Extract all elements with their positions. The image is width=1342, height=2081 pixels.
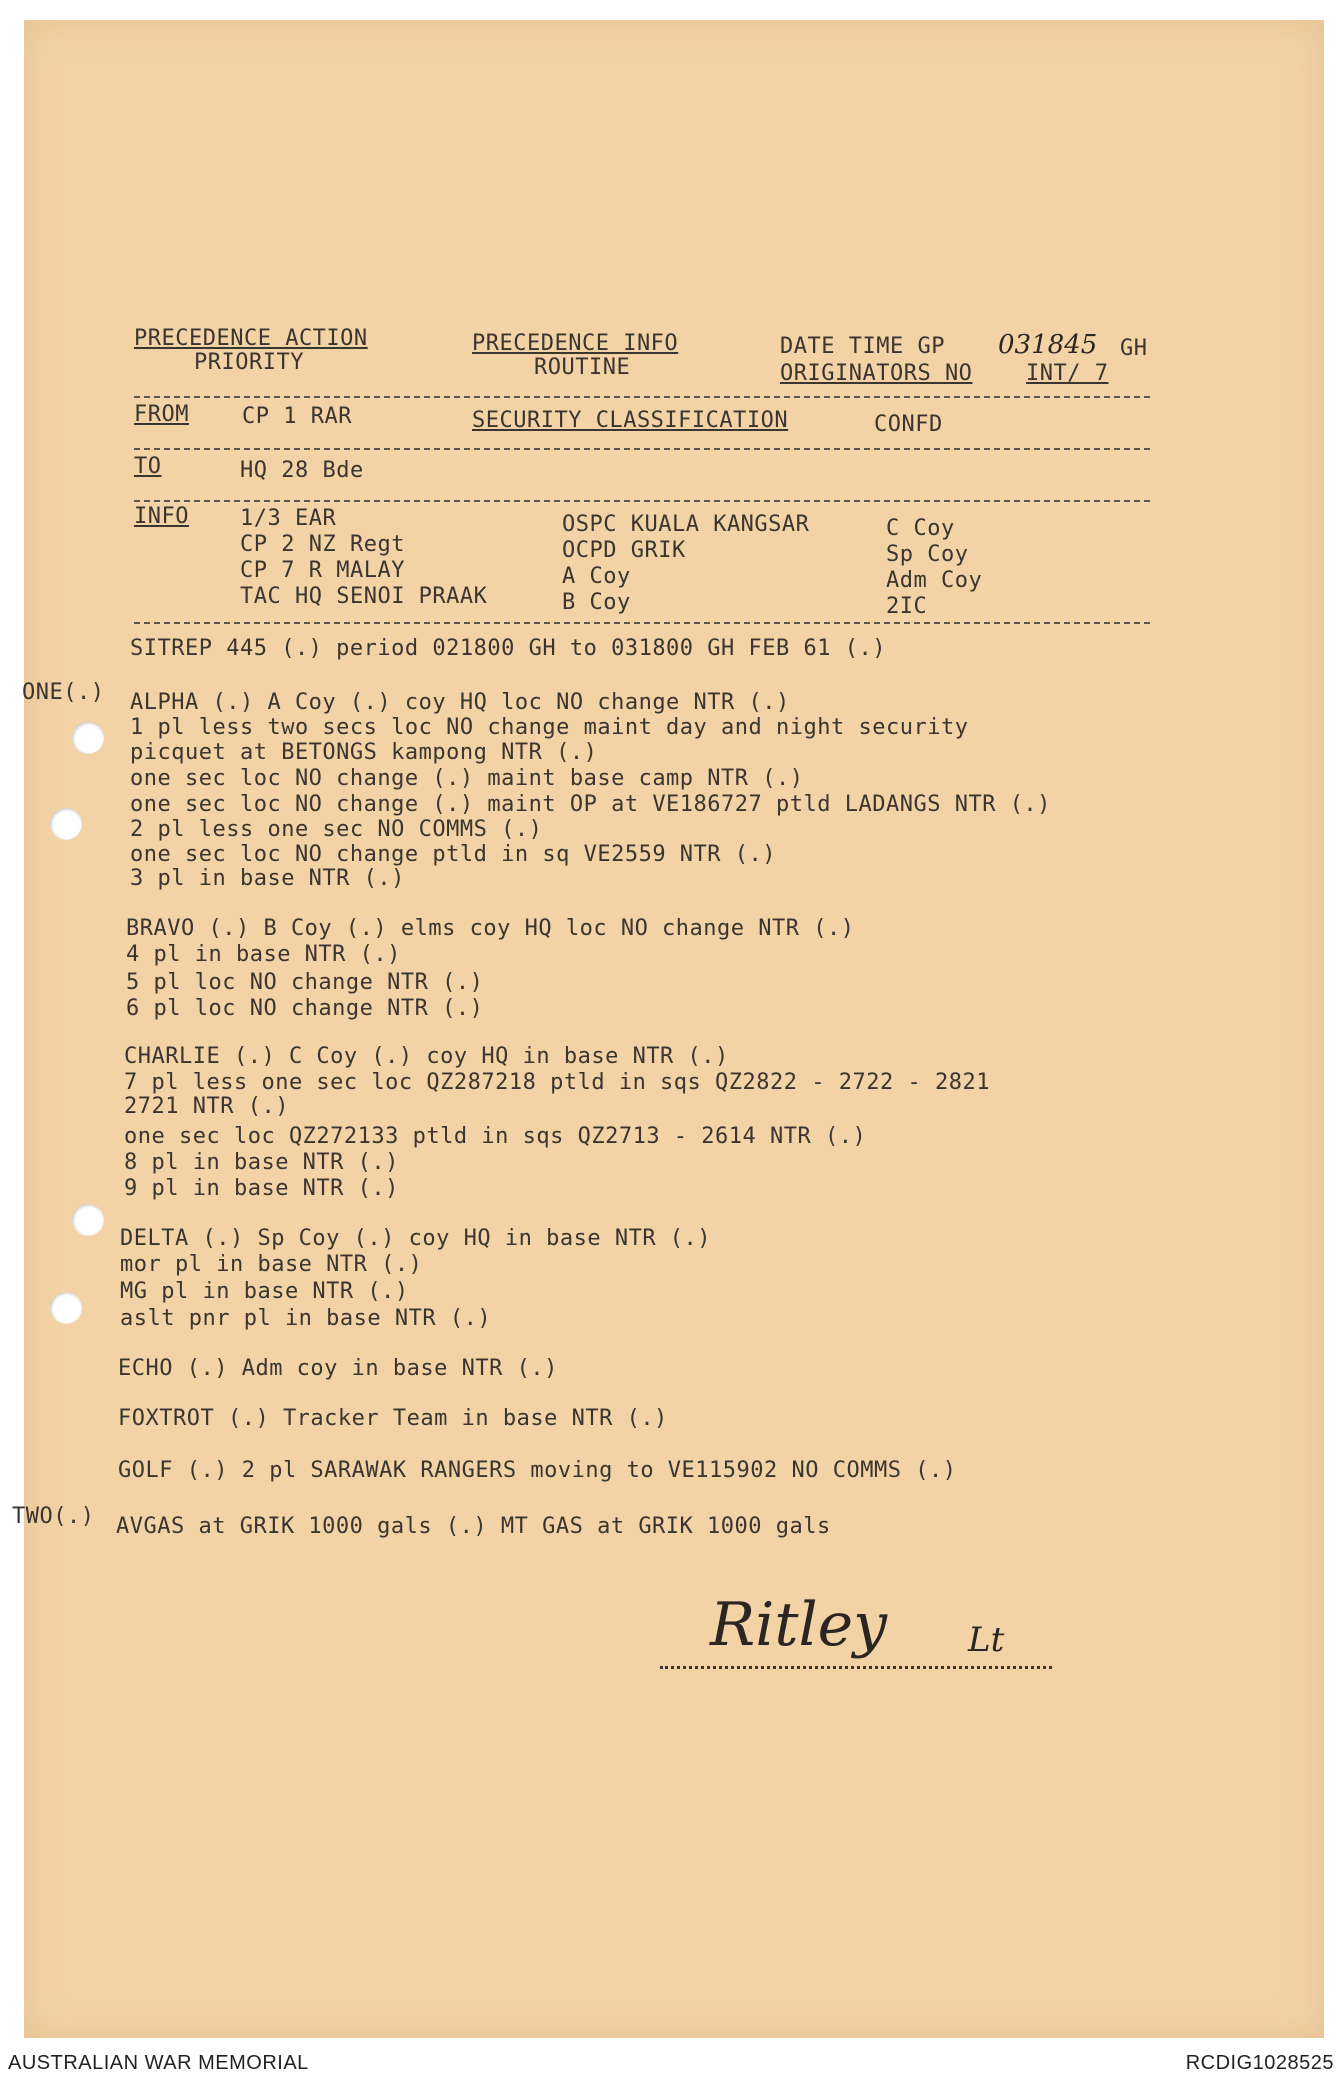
paragraph-two-marker: TWO(.) <box>12 1504 95 1529</box>
signature-dotted-line <box>660 1666 1052 1669</box>
alpha-line: 3 pl in base NTR (.) <box>130 866 405 891</box>
footer-record-id: RCDIG1028525 <box>1185 2052 1334 2074</box>
info-addressee: OSPC KUALA KANGSAR <box>562 512 810 537</box>
precedence-info-value: ROUTINE <box>534 355 631 380</box>
bravo-line: 4 pl in base NTR (.) <box>126 942 401 967</box>
punch-hole <box>72 1204 104 1236</box>
to-value: HQ 28 Bde <box>240 458 364 483</box>
bravo-line: 6 pl loc NO change NTR (.) <box>126 996 484 1021</box>
charlie-line: 2721 NTR (.) <box>124 1094 289 1119</box>
info-addressee: CP 2 NZ Regt <box>240 532 405 557</box>
two-line: AVGAS at GRIK 1000 gals (.) MT GAS at GRIK 1000 gals <box>116 1514 831 1539</box>
document-sheet <box>24 20 1324 2038</box>
divider <box>134 622 1150 624</box>
alpha-line: 1 pl less two secs loc NO change maint day and night security <box>130 715 969 740</box>
punch-hole <box>72 722 104 754</box>
alpha-line: one sec loc NO change ptld in sq VE2559 NTR (.) <box>130 842 777 867</box>
paragraph-one-marker: ONE(.) <box>22 680 105 705</box>
alpha-line: ALPHA (.) A Coy (.) coy HQ loc NO change NTR (.) <box>130 690 790 715</box>
from-value: CP 1 RAR <box>242 404 352 429</box>
precedence-info-label: PRECEDENCE INFO <box>472 331 679 356</box>
signature-rank: Lt <box>968 1620 1005 1660</box>
info-label: INFO <box>134 504 189 529</box>
info-addressee: Adm Coy <box>886 568 983 593</box>
date-time-gp-value: 031845 <box>998 330 1098 360</box>
security-classification-label: SECURITY CLASSIFICATION <box>472 408 789 433</box>
date-time-gp-label: DATE TIME GP <box>780 334 945 359</box>
echo-line: ECHO (.) Adm coy in base NTR (.) <box>118 1356 558 1381</box>
delta-line: MG pl in base NTR (.) <box>120 1279 409 1304</box>
footer-archive-name: AUSTRALIAN WAR MEMORIAL <box>8 2052 309 2074</box>
info-addressee: OCPD GRIK <box>562 538 686 563</box>
punch-hole <box>50 808 82 840</box>
bravo-line: 5 pl loc NO change NTR (.) <box>126 970 484 995</box>
alpha-line: picquet at BETONGS kampong NTR (.) <box>130 740 598 765</box>
date-time-gp-zone: GH <box>1120 336 1148 361</box>
divider <box>134 448 1150 450</box>
info-addressee: 1/3 EAR <box>240 506 337 531</box>
delta-line: DELTA (.) Sp Coy (.) coy HQ in base NTR (.) <box>120 1226 712 1251</box>
bravo-line: BRAVO (.) B Coy (.) elms coy HQ loc NO change NTR (.) <box>126 916 855 941</box>
precedence-action-value: PRIORITY <box>194 350 304 375</box>
charlie-line: CHARLIE (.) C Coy (.) coy HQ in base NTR (.) <box>124 1044 729 1069</box>
precedence-action-label: PRECEDENCE ACTION <box>134 326 368 351</box>
alpha-line: 2 pl less one sec NO COMMS (.) <box>130 817 543 842</box>
from-label: FROM <box>134 402 189 427</box>
charlie-line: 9 pl in base NTR (.) <box>124 1176 399 1201</box>
originators-no-label: ORIGINATORS NO <box>780 361 973 386</box>
alpha-line: one sec loc NO change (.) maint base camp NTR (.) <box>130 766 804 791</box>
delta-line: mor pl in base NTR (.) <box>120 1252 423 1277</box>
info-addressee: 2IC <box>886 594 928 619</box>
originators-no-value: INT/ 7 <box>1026 361 1109 386</box>
sitrep-line: SITREP 445 (.) period 021800 GH to 031800 GH FEB 61 (.) <box>130 636 886 661</box>
charlie-line: 7 pl less one sec loc QZ287218 ptld in sqs QZ2822 - 2722 - 2821 <box>124 1070 990 1095</box>
delta-line: aslt pnr pl in base NTR (.) <box>120 1306 492 1331</box>
info-addressee: CP 7 R MALAY <box>240 558 405 583</box>
divider <box>134 396 1150 398</box>
to-label: TO <box>134 454 162 479</box>
info-addressee: Sp Coy <box>886 542 969 567</box>
info-addressee: TAC HQ SENOI PRAAK <box>240 584 488 609</box>
golf-line: GOLF (.) 2 pl SARAWAK RANGERS moving to VE115902 NO COMMS (.) <box>118 1458 957 1483</box>
charlie-line: 8 pl in base NTR (.) <box>124 1150 399 1175</box>
charlie-line: one sec loc QZ272133 ptld in sqs QZ2713 - 2614 NTR (.) <box>124 1124 867 1149</box>
foxtrot-line: FOXTROT (.) Tracker Team in base NTR (.) <box>118 1406 668 1431</box>
info-addressee: B Coy <box>562 590 631 615</box>
info-addressee: A Coy <box>562 564 631 589</box>
alpha-line: one sec loc NO change (.) maint OP at VE186727 ptld LADANGS NTR (.) <box>130 792 1051 817</box>
divider <box>134 500 1150 502</box>
security-classification-value: CONFD <box>874 412 943 437</box>
info-addressee: C Coy <box>886 516 955 541</box>
punch-hole <box>50 1292 82 1324</box>
signature: Ritley <box>710 1590 888 1660</box>
